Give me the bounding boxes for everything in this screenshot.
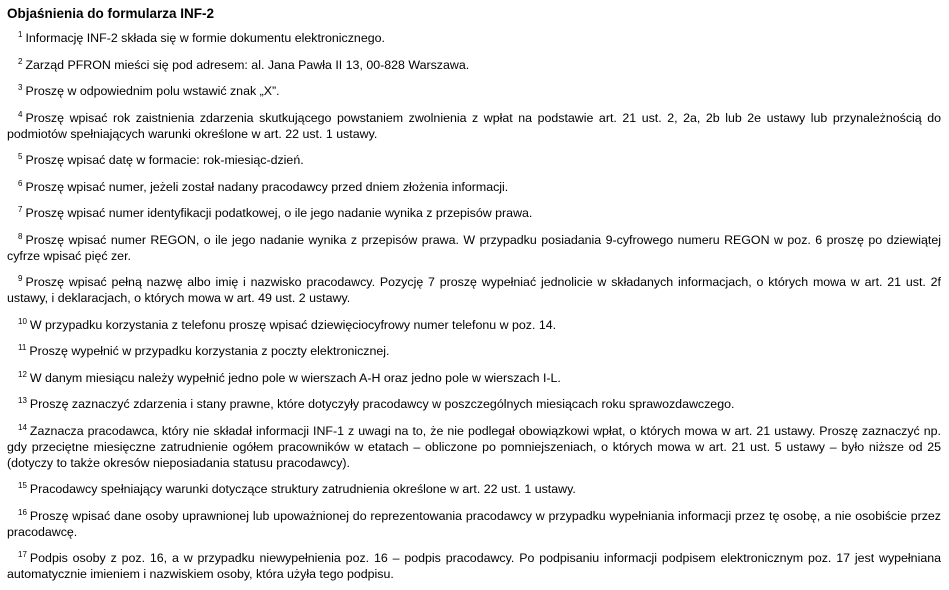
footnote-item: [7, 343, 941, 359]
footnote-number: 16: [18, 507, 27, 517]
footnote-text: Proszę wpisać rok zaistnienia zdarzenia skutkującego powstaniem zwolnienia z wpłat na podstawie art. 21 ust. 2, 2a, 2b lub 2e ustawy lub przynależnością do podmiotów spełniających warunki określone w art. 22 ust. 1 ustawy.: [7, 110, 941, 141]
footnote-text: Proszę wpisać datę w formacie: rok-miesiąc-dzień.: [25, 153, 304, 167]
footnote-text: W przypadku korzystania z telefonu proszę wpisać dziewięciocyfrowy numer telefonu w poz. 14.: [29, 317, 557, 332]
footnote-item: [7, 423, 941, 471]
footnote-item: [7, 481, 941, 497]
footnote-item: [7, 110, 941, 142]
footnote-text: Proszę wypełnić w przypadku korzystania z poczty elektronicznej.: [29, 344, 390, 358]
footnote-text: W danym miesiącu należy wypełnić jedno pole w wierszach A-H oraz jedno pole w wierszach I-L.: [29, 370, 561, 385]
footnote-text: Pracodawcy spełniający warunki dotyczące struktury zatrudnienia określone w art. 22 ust. 1 ustawy.: [29, 482, 576, 496]
footnote-number: 6: [18, 178, 23, 188]
footnote-number: 8: [18, 231, 23, 241]
footnote-item: [7, 179, 941, 195]
footnote-number: 14: [18, 422, 27, 432]
footnote-text: Proszę zaznaczyć zdarzenia i stany prawne, które dotyczyły pracodawcy w poszczególnych miesiącach roku sprawozdawczego.: [29, 397, 735, 411]
footnote-item: [7, 57, 941, 73]
footnote-item: [7, 508, 941, 540]
footnote-number: 13: [18, 396, 27, 405]
footnote-number: 2: [18, 56, 23, 66]
footnote-text: Proszę wpisać dane osoby uprawnionej lub upoważnionej do reprezentowania pracodawcy w przypadku wypełniania informacji przez tę osobę, a nie osobiście przez pracodawcę.: [7, 508, 941, 539]
footnote-number: 10: [18, 316, 27, 326]
footnote-number: 11: [18, 343, 27, 352]
footnote-item: [7, 30, 941, 46]
footnote-number: 12: [18, 369, 27, 379]
footnote-number: 4: [18, 109, 23, 119]
footnote-text: Proszę wpisać pełną nazwę albo imię i nazwisko pracodawcy. Pozycję 7 proszę wypełniać jednolicie w składanych informacjach, o których mowa w art. 21 ust. 2f ustawy, i deklaracjach, o których mowa w art. 49 ust. 2 ustawy.: [7, 275, 941, 305]
footnote-item: [7, 396, 941, 412]
footnote-number: 17: [18, 550, 27, 559]
footnote-text: Proszę wpisać numer REGON, o ile jego nadanie wynika z przepisów prawa. W przypadku posiadania 9-cyfrowego numeru REGON w poz. 6 proszę po dziewiątej cyfrze wpisać pięć zer.: [7, 232, 941, 263]
footnote-item: [7, 274, 941, 306]
footnote-item: [7, 152, 941, 168]
footnote-number: 5: [18, 152, 23, 161]
footnote-text: Zaznacza pracodawca, który nie składał informacji INF-1 z uwagi na to, że nie podlegał obowiązkowi wpłat, o których mowa w art. 21 ustawy. Proszę zaznaczyć np. gdy przeciętne miesięczne zatrudnienie ogółem pracowników w etatach – obliczone po pomniejszeniach, o których mowa w art. 21 ust. 5 ustawy – było niższe od 25 (dotyczy to także okresów nieposiadania statusu pracodawcy).: [7, 423, 941, 470]
footnote-text: Podpis osoby z poz. 16, a w przypadku niewypełnienia poz. 16 – podpis pracodawcy. Po podpisaniu informacji podpisem elektronicznym poz. 17 jest wypełniana automatycznie imieniem i nazwiskiem osoby, która użyła tego podpisu.: [7, 551, 941, 581]
footnote-item: [7, 83, 941, 99]
footnote-number: 3: [18, 83, 23, 92]
footnote-item: [7, 205, 941, 221]
footnote-item: [7, 550, 941, 582]
footnote-text: Proszę wpisać numer, jeżeli został nadany pracodawcy przed dniem złożenia informacji.: [25, 179, 509, 194]
footnote-text: Informację INF-2 składa się w formie dokumentu elektronicznego.: [25, 31, 385, 45]
footnote-list: [7, 30, 941, 582]
footnote-text: Proszę w odpowiednim polu wstawić znak „X”.: [25, 84, 280, 98]
footnote-text: Zarząd PFRON mieści się pod adresem: al. Jana Pawła II 13, 00-828 Warszawa.: [25, 57, 470, 72]
footnote-number: 15: [18, 481, 27, 490]
footnote-item: [7, 317, 941, 333]
footnote-number: 9: [18, 274, 23, 283]
footnote-item: [7, 232, 941, 264]
footnote-item: [7, 370, 941, 386]
footnote-text: Proszę wpisać numer identyfikacji podatkowej, o ile jego nadanie wynika z przepisów prawa.: [25, 206, 533, 220]
footnote-number: 1: [18, 30, 23, 39]
footnote-number: 7: [18, 205, 23, 214]
document-title: Objaśnienia do formularza INF-2: [7, 6, 215, 21]
